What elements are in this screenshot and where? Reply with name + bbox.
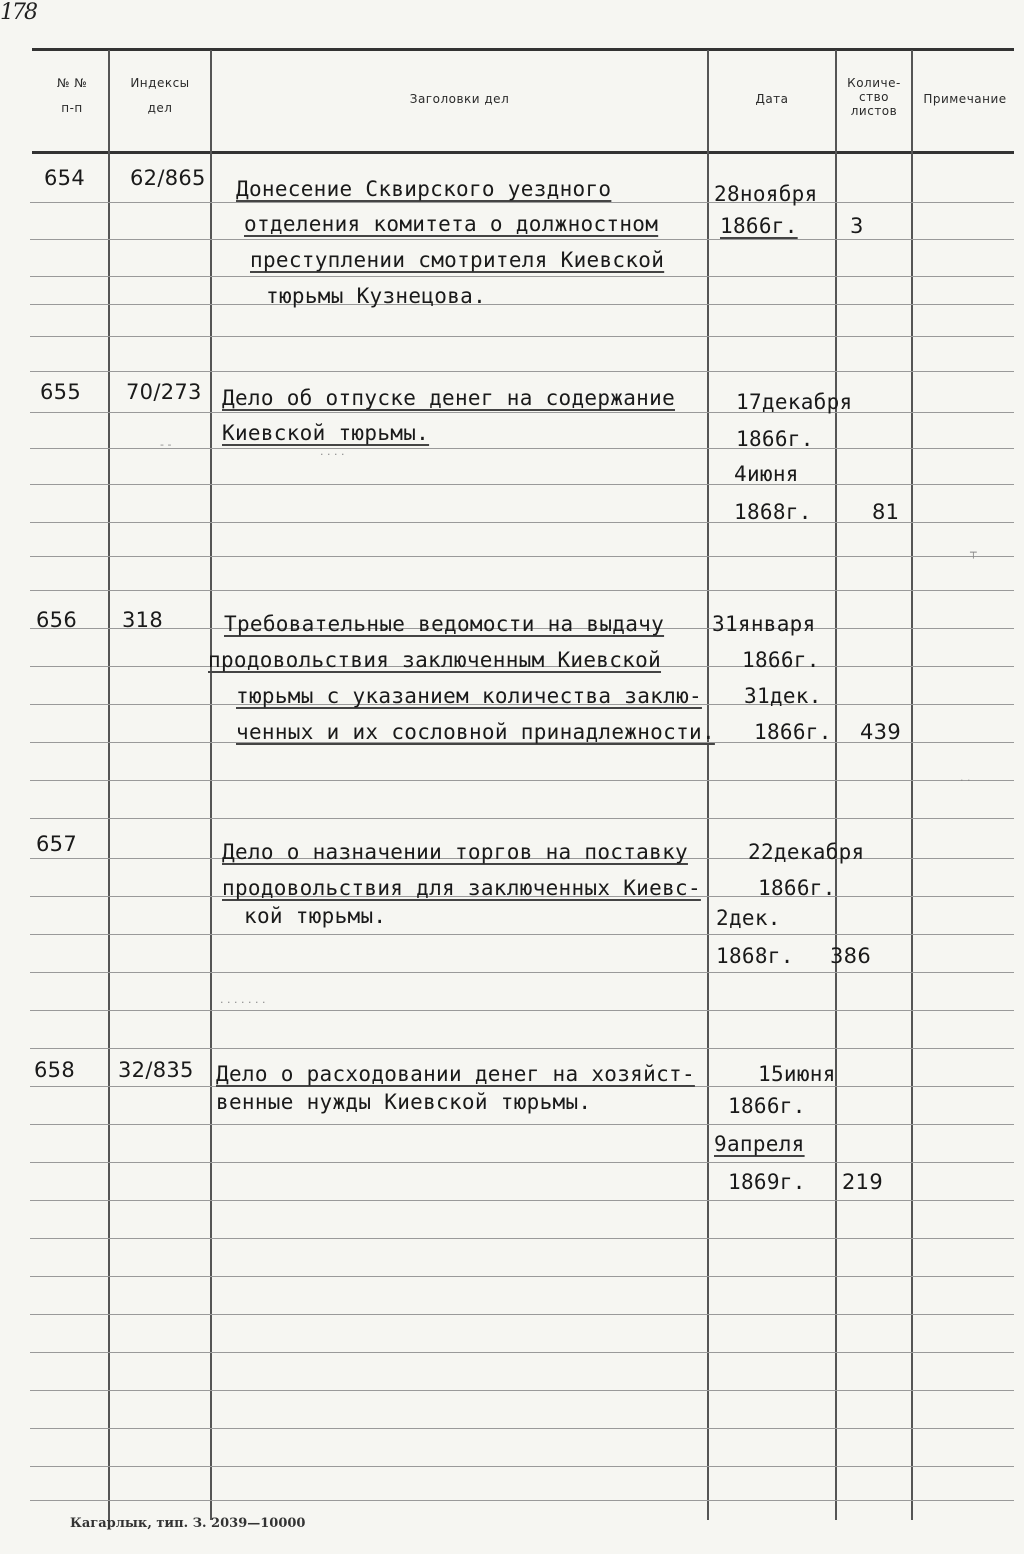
ruled-line	[30, 1048, 1014, 1049]
entry-title-line: ченных и их сословной принадлежности.	[236, 720, 715, 744]
entry-title-line: преступлении смотрителя Киевской	[250, 248, 665, 272]
entry-title-line: отделения комитета о должностном	[244, 212, 659, 236]
column-rule-4	[835, 50, 837, 1520]
scan-speck: ┬	[970, 546, 977, 559]
header-count-line1: Количе-	[847, 76, 901, 90]
header-sheet-count	[837, 76, 911, 118]
ruled-line	[30, 1238, 1014, 1239]
ruled-line	[30, 1124, 1014, 1125]
ruled-line	[30, 448, 1014, 449]
ruled-line	[30, 276, 1014, 277]
ruled-line	[30, 818, 1014, 819]
entry-index: 32/835	[118, 1058, 194, 1082]
entry-title-line: тюрьмы Кузнецова.	[266, 284, 487, 308]
header-count-line2: ство	[858, 90, 889, 104]
header-title: Заголовки дел	[409, 92, 510, 106]
entry-title-line: Дело о назначении торгов на поставку	[222, 840, 688, 864]
ruled-line	[30, 972, 1014, 973]
entry-index: 318	[122, 608, 163, 632]
ruled-line	[30, 934, 1014, 935]
header-date: Дата	[755, 92, 789, 106]
entry-date-line: 22декабря	[748, 840, 865, 864]
column-rule-5	[911, 50, 913, 1520]
entry-date-line: 1866г.	[742, 648, 820, 672]
entry-title-line: продовольствия заключенным Киевской	[208, 648, 662, 672]
entry-number: 654	[44, 166, 85, 190]
entry-number: 655	[40, 380, 81, 404]
header-number-line1: № №	[56, 76, 88, 90]
entry-title-line: Киевской тюрьмы.	[222, 421, 430, 445]
header-number-line2: п-п	[61, 101, 83, 115]
ruled-line	[30, 304, 1014, 305]
entry-date-line: 9апреля	[714, 1132, 805, 1156]
entry-title-line: венные нужды Киевской тюрьмы.	[216, 1090, 592, 1114]
corner-page-mark: 178	[0, 0, 36, 25]
ruled-line	[30, 371, 1014, 372]
entry-title-line: кой тюрьмы.	[244, 904, 387, 928]
ruled-line	[30, 1466, 1014, 1467]
scan-speck: · · · · · · ·	[220, 996, 266, 1009]
ruled-line	[30, 522, 1014, 523]
ruled-line	[30, 1276, 1014, 1277]
entry-date-line: 4июня	[734, 462, 799, 486]
ruled-line	[30, 202, 1014, 203]
entry-number: 658	[34, 1058, 75, 1082]
entry-index: 70/273	[126, 380, 202, 404]
scan-speck: · ·	[960, 774, 971, 787]
entry-date-line: 15июня	[758, 1062, 836, 1086]
entry-sheet-count: 386	[830, 944, 871, 968]
scan-speck: · · · ·	[320, 448, 345, 461]
ruled-line	[30, 1428, 1014, 1429]
ruled-line	[30, 1086, 1014, 1087]
ruled-line	[30, 590, 1014, 591]
header-note: Примечание	[923, 92, 1007, 106]
entry-date-line: 1866г.	[758, 876, 836, 900]
ruled-line	[30, 1390, 1014, 1391]
entry-title-line: Дело о расходовании денег на хозяйст-	[216, 1062, 695, 1086]
header-number	[36, 76, 108, 116]
entry-date-line: 1866г.	[728, 1094, 806, 1118]
ruled-line	[30, 1162, 1014, 1163]
entry-date-line: 28ноября	[714, 182, 818, 206]
header-index-line1: Индексы	[130, 76, 190, 90]
entry-sheet-count: 439	[860, 720, 901, 744]
entry-index: 62/865	[130, 166, 206, 190]
entry-title-line: Донесение Сквирского уездного	[236, 177, 612, 201]
ruled-line	[30, 1314, 1014, 1315]
ruled-line	[30, 780, 1014, 781]
entry-sheet-count: 81	[872, 500, 900, 524]
column-rule-3	[707, 50, 709, 1520]
entry-date-line: 31января	[712, 612, 816, 636]
ruled-line	[30, 556, 1014, 557]
ruled-line	[30, 1010, 1014, 1011]
entry-date-line: 1868г.	[734, 500, 812, 524]
ruled-line	[30, 1200, 1014, 1201]
entry-number: 657	[36, 832, 77, 856]
ruled-line	[30, 412, 1014, 413]
entry-date-line: 1866г.	[720, 214, 798, 238]
entry-title-line: Требовательные ведомости на выдачу	[224, 612, 665, 636]
ruled-line	[30, 1352, 1014, 1353]
header-index	[110, 76, 210, 116]
header-index-line2: дел	[147, 101, 173, 115]
entry-date-line: 31дек.	[744, 684, 822, 708]
entry-date-line: 1866г.	[736, 427, 814, 451]
header-bottom-rule	[32, 151, 1014, 154]
entry-sheet-count: 3	[850, 214, 864, 238]
header-count-line3: листов	[850, 104, 898, 118]
column-rule-1	[108, 50, 110, 1520]
entry-date-line: 2дек.	[716, 906, 781, 930]
entry-date-line: 17декабря	[736, 390, 853, 414]
entry-sheet-count: 219	[842, 1170, 883, 1194]
header-top-rule	[32, 48, 1014, 51]
entry-title-line: Дело об отпуске денег на содержание	[222, 386, 676, 410]
entry-title-line: тюрьмы с указанием количества заклю-	[236, 684, 702, 708]
scan-speck: ‐ -	[160, 438, 172, 451]
printer-imprint: Кагарлык, тип. З. 2039—10000	[70, 1516, 306, 1531]
entry-number: 656	[36, 608, 77, 632]
entry-date-line: 1869г.	[728, 1170, 806, 1194]
ruled-line	[30, 484, 1014, 485]
ruled-line	[30, 1500, 1014, 1501]
entry-date-line: 1868г.	[716, 944, 794, 968]
column-rule-2	[210, 50, 212, 1520]
ruled-line	[30, 239, 1014, 240]
entry-date-line: 1866г.	[754, 720, 832, 744]
ruled-line	[30, 336, 1014, 337]
entry-title-line: продовольствия для заключенных Киевс-	[222, 876, 701, 900]
